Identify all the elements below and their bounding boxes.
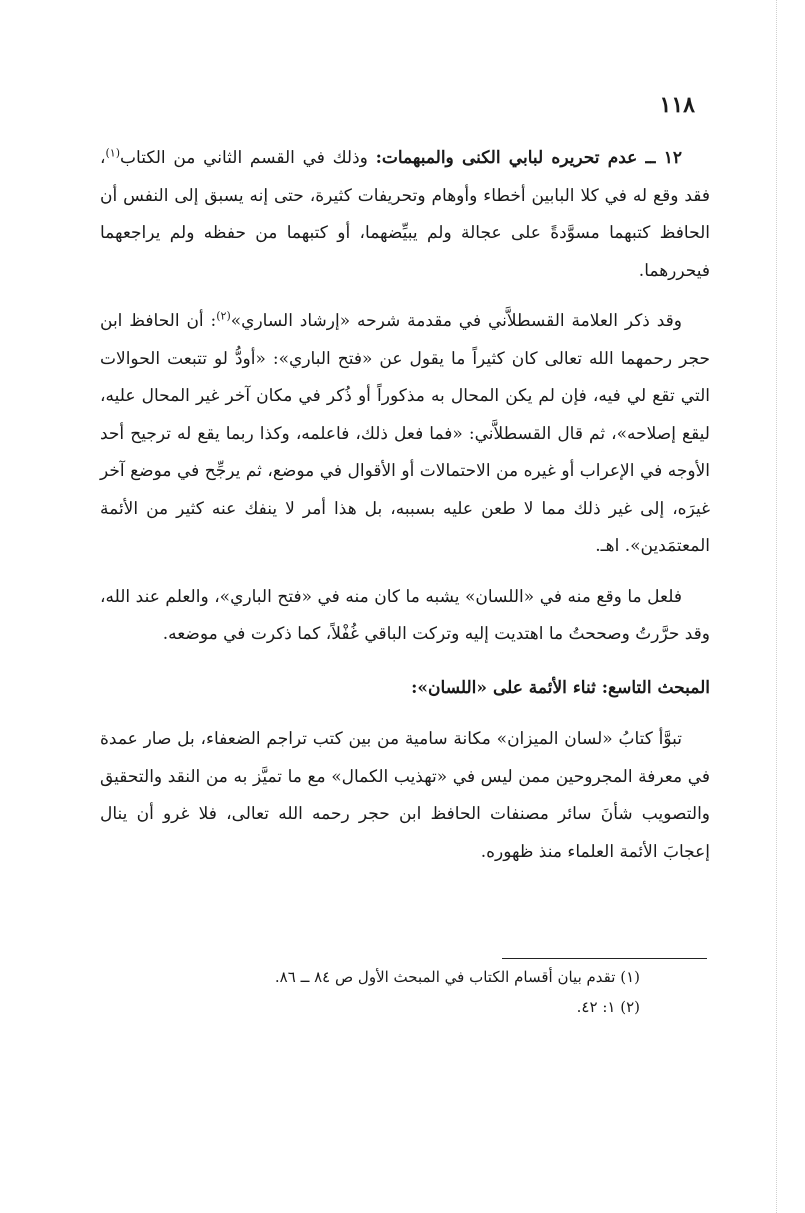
footnote-ref-2: (٢) xyxy=(216,309,231,323)
footnote-1-label: (١) xyxy=(620,968,640,986)
footnote-2 xyxy=(200,998,640,1016)
paragraph-1-text-a: وذلك في القسم الثاني من الكتاب xyxy=(120,148,376,168)
section-heading: المبحث التاسع: ثناء الأئمة على «اللسان»: xyxy=(411,677,710,698)
footnote-ref-1: (١) xyxy=(105,146,121,160)
main-text xyxy=(100,140,710,884)
paragraph-2-text-b: : أن الحافظ ابن حجر رحمهما الله تعالى كان كثيراً ما يقول عن «فتح الباري»: «أودُّ لو تتبعت الحوالات التي تقع لي فيه، فإن لم يكن المحال به مذكوراً أو ذُكر في مكان آخر غير المحال عليه، ليقع إصلاحه»، ثم قال القسطلاَّني: «فما فعل ذلك، فاعلمه، وكذا ربما يقع له ترجيح أحد الأوجه في الإعراب أو غيره من الاحتمالات أو الأقوال في موضع، ثم يرجِّح في موضع آخر غيرَه، إلى غير ذلك مما لا طعن عليه بسببه، بل هذا أمر لا ينفك عنه كثير من الأئمة المعتمَدين». اهـ. xyxy=(100,311,710,556)
footnote-1-text: تقدم بيان أقسام الكتاب في المبحث الأول ص ٨٤ ــ ٨٦. xyxy=(274,968,621,986)
paragraph-1-lead: ١٢ ــ عدم تحريره لبابي الكنى والمبهمات: xyxy=(375,148,682,168)
footnote-divider xyxy=(502,958,707,959)
paragraph-4: تبوَّأ كتابُ «لسان الميزان» مكانة سامية من بين كتب تراجم الضعفاء، بل صار عمدة في معرفة المجروحين ممن ليس في «تهذيب الكمال» مع ما تميَّز به من النقد والتحقيق والتصويب شأنَ سائر مصنفات الحافظ ابن حجر رحمه الله تعالى، فلا غرو أن ينال إعجابَ الأئمة العلماء منذ ظهوره. xyxy=(100,729,710,862)
page-gutter-line xyxy=(776,0,777,1213)
footnote-1 xyxy=(200,968,640,986)
footnote-2-label: (٢) xyxy=(620,998,640,1016)
paragraph-3: فلعل ما وقع منه في «اللسان» يشبه ما كان منه في «فتح الباري»، والعلم عند الله، وقد حرَّرتُ وصححتُ ما اهتديت إليه وتركت الباقي غُفْلاً، كما ذكرت في موضعه. xyxy=(100,586,710,644)
paragraph-1 xyxy=(100,140,710,290)
footnote-2-text: ١: ٤٢. xyxy=(576,998,621,1016)
page-number: ١١٨ xyxy=(659,92,695,118)
paragraph-1-text-b: ، فقد وقع له في كلا البابين أخطاء وأوهام وتحريفات كثيرة، حتى إنه يسبق إلى النفس أن الحافظ كتبهما مسوَّدةً على عجالة ولم يبيِّضهما، أو كتبهما من حفظه ولم يراجعهما فيحررهما. xyxy=(100,148,710,281)
paragraph-2 xyxy=(100,303,710,566)
paragraph-2-text-a: وقد ذكر العلامة القسطلاَّني في مقدمة شرحه «إرشاد الساري» xyxy=(230,311,682,331)
